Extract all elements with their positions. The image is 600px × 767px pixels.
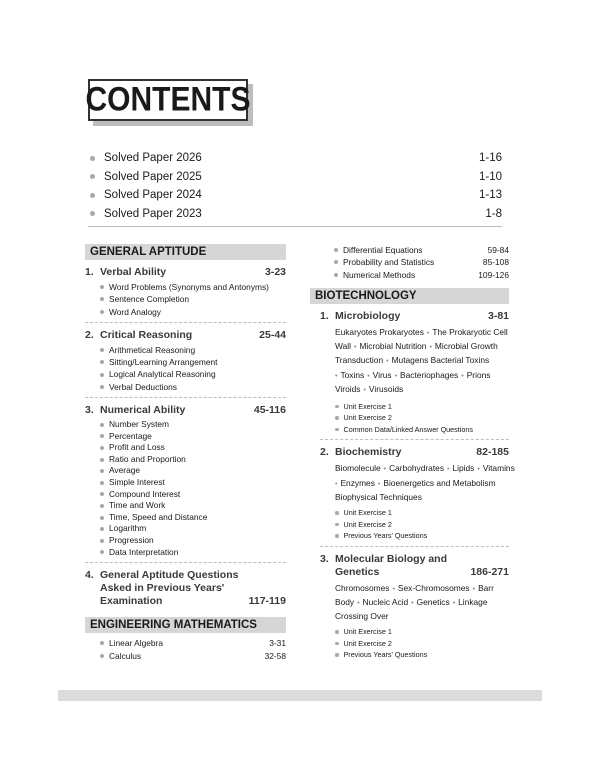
bullet-icon (100, 539, 104, 543)
summary-term: Enzymes (340, 477, 375, 488)
item-label: Time and Work (109, 500, 166, 511)
bullet-icon (100, 516, 104, 520)
separator-icon: • (411, 599, 414, 607)
separator-icon: • (386, 358, 389, 366)
exercise-label: Previous Years' Questions (343, 531, 428, 541)
bullet-icon (100, 348, 104, 352)
dashed-divider (85, 322, 286, 323)
summary-term: Nucleic Acid (362, 596, 409, 607)
item-label: Word Problems (Synonyms and Antonyms) (109, 282, 269, 292)
separator-icon: • (377, 480, 381, 488)
divider (88, 226, 502, 227)
summary-term: Prions Viroids (335, 369, 491, 394)
separator-icon: • (392, 585, 395, 593)
bullet-icon (335, 630, 339, 634)
bullet-icon (100, 492, 104, 496)
contents-title (85, 79, 255, 127)
topic-critical-reasoning[interactable] (85, 329, 286, 342)
list-item[interactable] (334, 256, 509, 268)
topic-pages: 186-271 (470, 565, 509, 578)
summary-term: Bioenergetics and Metabolism Biophysical Techniques (335, 477, 496, 502)
solved-paper-label: Solved Paper 2025 (104, 170, 202, 183)
item-label: Percentage (109, 430, 152, 441)
list-item[interactable] (100, 650, 286, 662)
list-item (100, 344, 286, 356)
solved-paper-row[interactable] (88, 149, 502, 168)
list-item (100, 512, 286, 524)
topic-title: Microbiology (335, 309, 401, 322)
exercise-item[interactable] (335, 424, 509, 436)
separator-icon: • (335, 372, 338, 380)
bullet-icon (335, 653, 339, 657)
exercise-label: Common Data/Linked Answer Questions (343, 424, 473, 434)
summary-term: Lipids (452, 463, 475, 474)
section-heading-general-aptitude: GENERAL APTITUDE (85, 244, 286, 260)
topic-pages: 3-81 (487, 309, 509, 322)
topic-title: Critical Reasoning (100, 328, 193, 341)
list-item (100, 477, 286, 489)
summary-term: The Prokaryotic Cell Wall (335, 326, 508, 352)
solved-paper-label: Solved Paper 2023 (104, 207, 202, 220)
bullet-icon (100, 458, 104, 462)
list-item[interactable] (334, 269, 509, 281)
topic-summary (310, 326, 509, 397)
title-box (85, 79, 251, 121)
solved-paper-row[interactable] (88, 205, 502, 224)
topic-items (85, 344, 286, 393)
bullet-icon (100, 434, 104, 438)
solved-paper-pages: 1-16 (478, 152, 502, 165)
item-label: Logical Analytical Reasoning (109, 369, 216, 380)
item-label: Average (109, 465, 141, 476)
bullet-icon (100, 360, 104, 364)
topic-number: 3. (85, 404, 94, 417)
item-pages: 3-31 (269, 638, 286, 649)
topic-title (335, 553, 470, 579)
solved-paper-pages: 1-13 (478, 189, 502, 202)
bullet-icon (335, 511, 339, 515)
solved-papers-list (88, 149, 502, 223)
list-item (100, 381, 286, 393)
solved-paper-label: Solved Paper 2026 (104, 152, 202, 165)
summary-term: Barr Body (335, 582, 494, 607)
exercise-item[interactable] (335, 649, 509, 661)
topic-molecular-biology-genetics[interactable] (310, 553, 509, 579)
bullet-icon (100, 550, 104, 554)
topic-title: Numerical Ability (100, 404, 186, 417)
exercise-label: Unit Exercise 1 (343, 508, 392, 518)
bullet-icon (335, 523, 339, 527)
list-item (100, 454, 286, 466)
item-label: Word Analogy (109, 306, 161, 317)
separator-icon: • (363, 386, 366, 394)
separator-icon: • (472, 585, 476, 593)
topic-pages: 25-44 (259, 328, 286, 341)
dashed-divider (85, 562, 286, 563)
topic-number: 2. (85, 328, 94, 341)
summary-term: Linkage Crossing Over (335, 596, 488, 621)
solved-paper-row[interactable] (88, 186, 502, 205)
topic-number: 1. (85, 266, 94, 278)
topic-pages: 45-116 (253, 404, 286, 417)
separator-icon: • (429, 344, 432, 352)
bullet-icon (100, 504, 104, 508)
topic-items (85, 419, 286, 558)
separator-icon: • (452, 599, 456, 607)
list-item (100, 431, 286, 443)
list-item (100, 465, 286, 477)
solved-paper-pages: 1-8 (485, 207, 502, 220)
topic-number: 2. (320, 446, 329, 459)
list-item (100, 500, 286, 512)
solved-paper-pages: 1-10 (478, 170, 502, 183)
exercise-item[interactable] (335, 401, 509, 413)
item-label: Progression (109, 535, 154, 546)
summary-term: Chromosomes (335, 582, 390, 593)
topic-pages: 82-185 (476, 446, 509, 459)
separator-icon: • (426, 329, 430, 337)
list-item (100, 547, 286, 559)
separator-icon: • (383, 466, 387, 474)
item-label: Profit and Loss (109, 442, 165, 453)
bullet-icon (335, 534, 339, 538)
separator-icon: • (335, 480, 338, 488)
exercise-item[interactable] (335, 507, 509, 519)
exercise-list (310, 507, 509, 542)
list-item (100, 293, 286, 305)
bullet-icon (100, 446, 104, 450)
summary-term: Eukaryotes Prokaryotes (335, 326, 424, 337)
list-item[interactable] (334, 244, 509, 256)
exercise-label: Unit Exercise 2 (343, 638, 392, 648)
bullet-icon (100, 385, 104, 389)
bullet-icon (100, 469, 104, 473)
topic-title-line: Molecular Biology and (335, 552, 448, 565)
topic-numerical-ability[interactable] (85, 404, 286, 417)
bullet-icon (90, 193, 95, 198)
item-pages: 85-108 (482, 257, 509, 268)
list-item[interactable] (100, 637, 286, 649)
item-label: Logarithm (109, 523, 147, 534)
section-heading-engineering-mathematics: ENGINEERING MATHEMATICS (85, 617, 286, 633)
topic-number: 1. (320, 309, 329, 322)
separator-icon: • (394, 372, 398, 380)
summary-term: Vitamins (482, 463, 515, 474)
topic-pages: 3-23 (264, 266, 286, 278)
math-items (85, 637, 286, 662)
summary-term: Toxins (340, 369, 365, 380)
dashed-divider (320, 546, 509, 547)
bullet-icon (334, 248, 338, 252)
exercise-item[interactable] (335, 412, 509, 424)
list-item (100, 356, 286, 368)
bullet-icon (100, 423, 104, 427)
summary-term: Microbial Growth Transduction (335, 341, 498, 366)
solved-paper-row[interactable] (88, 168, 502, 187)
bullet-icon (100, 641, 104, 645)
bullet-icon (335, 428, 339, 432)
list-item (100, 535, 286, 547)
section-heading-biotechnology: BIOTECHNOLOGY (310, 288, 509, 304)
topic-summary (310, 582, 509, 623)
topic-number: 3. (320, 552, 329, 565)
bullet-icon (334, 260, 338, 264)
topic-verbal-ability[interactable] (85, 266, 286, 279)
solved-paper-label: Solved Paper 2024 (104, 189, 202, 202)
bullet-icon (90, 211, 95, 216)
title-text: CONTENTS (85, 80, 251, 119)
item-label: Calculus (109, 650, 142, 661)
item-label: Time, Speed and Distance (109, 511, 208, 522)
summary-term: Sex-Chromosomes (397, 582, 470, 593)
item-label: Number System (109, 419, 170, 430)
topic-title: Biochemistry (335, 446, 402, 459)
exercise-label: Unit Exercise 1 (343, 627, 392, 637)
exercise-label: Unit Exercise 2 (343, 519, 392, 529)
list-item (100, 368, 286, 380)
topic-title-line: Genetics (335, 565, 380, 578)
summary-term: Carbohydrates (389, 463, 445, 474)
topic-title: Verbal Ability (100, 266, 167, 278)
item-label: Sitting/Learning Arrangement (109, 357, 218, 368)
item-label: Ratio and Proportion (109, 453, 186, 464)
separator-icon: • (357, 599, 360, 607)
exercise-label: Previous Years' Questions (343, 650, 428, 660)
item-pages: 59-84 (487, 245, 509, 255)
exercise-item[interactable] (335, 638, 509, 650)
bullet-icon (100, 527, 104, 531)
topic-items (85, 281, 286, 318)
separator-icon: • (367, 372, 370, 380)
item-label: Arithmetical Reasoning (109, 344, 196, 355)
summary-term: Mutagens Bacterial Toxins (391, 355, 490, 366)
item-label: Sentence Completion (109, 294, 190, 305)
separator-icon: • (477, 466, 480, 474)
topic-microbiology[interactable] (310, 310, 509, 323)
topic-number: 4. (85, 569, 94, 582)
right-column (310, 244, 515, 661)
separator-icon: • (353, 344, 357, 352)
bullet-icon (100, 297, 104, 301)
topic-previous-years-questions[interactable] (85, 569, 286, 608)
bullet-icon (334, 273, 338, 277)
item-pages: 32-58 (264, 650, 286, 661)
item-label: Probability and Statistics (343, 257, 435, 268)
bullet-icon (100, 373, 104, 377)
math-items-continued (310, 244, 509, 281)
exercise-label: Unit Exercise 2 (343, 413, 392, 423)
list-item (100, 419, 286, 431)
item-label: Differential Equations (343, 245, 423, 255)
bullet-icon (90, 174, 95, 179)
footer-bar (58, 690, 542, 701)
item-label: Data Interpretation (109, 546, 179, 557)
list-item (100, 281, 286, 293)
item-label: Compound Interest (109, 488, 181, 499)
topic-title-line: Asked in Previous Years' (100, 582, 225, 595)
dashed-divider (85, 397, 286, 398)
left-column (85, 244, 286, 662)
summary-term: Virus (372, 369, 392, 380)
item-label: Numerical Methods (343, 269, 416, 280)
summary-term: Microbial Nutrition (359, 341, 427, 352)
bullet-icon (335, 642, 339, 646)
list-item (100, 442, 286, 454)
item-label: Verbal Deductions (109, 381, 177, 392)
exercise-list (310, 626, 509, 661)
list-item (100, 306, 286, 318)
bullet-icon (335, 416, 339, 420)
topic-title-line: Examination (100, 595, 163, 608)
list-item (100, 489, 286, 501)
topic-title (100, 569, 249, 608)
separator-icon: • (447, 466, 450, 474)
summary-term: Genetics (416, 596, 450, 607)
topic-summary (310, 462, 515, 503)
bullet-icon (100, 481, 104, 485)
bullet-icon (90, 156, 95, 161)
topic-biochemistry[interactable] (310, 446, 509, 459)
item-label: Simple Interest (109, 477, 165, 488)
bullet-icon (100, 285, 104, 289)
item-label: Linear Algebra (109, 638, 164, 649)
bullet-icon (100, 654, 104, 658)
summary-term: Bacteriophages (400, 369, 459, 380)
exercise-item[interactable] (335, 626, 509, 638)
exercise-item[interactable] (335, 519, 509, 531)
exercise-label: Unit Exercise 1 (343, 401, 392, 411)
exercise-list (310, 401, 509, 436)
separator-icon: • (461, 372, 464, 380)
exercise-item[interactable] (335, 530, 509, 542)
bullet-icon (335, 405, 339, 409)
list-item (100, 523, 286, 535)
summary-term: Virusoids (368, 383, 404, 394)
dashed-divider (320, 439, 509, 440)
bullet-icon (100, 310, 104, 314)
summary-term: Biomolecule (335, 463, 381, 474)
item-pages: 109-126 (478, 269, 509, 280)
topic-title-line: General Aptitude Questions (100, 569, 239, 582)
topic-pages: 117-119 (248, 595, 286, 608)
